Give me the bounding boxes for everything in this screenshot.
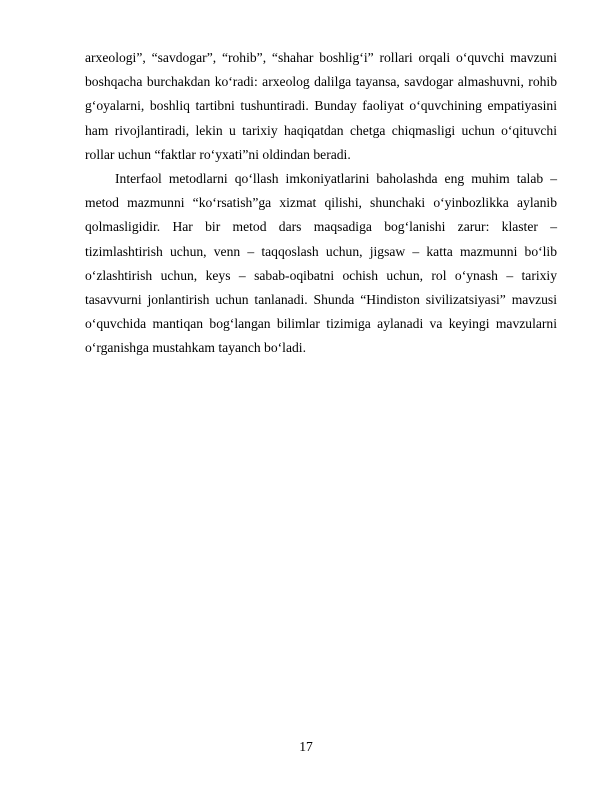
paragraph-continuation: arxeologi”, “savdogar”, “rohib”, “shahar boshlig‘i” rollari orqali o‘quvchi mavzuni boshqacha burchakdan ko‘radi: arxeolog dalilga tayansa, savdogar almashuvni, rohib g‘oyalarni, boshliq tartibni tushuntiradi. Bunday faoliyat o‘quvchining empatiyasini ham rivojlantiradi, lekin u tarixiy haqiqatdan chetga chiqmasligi uchun o‘qituvchi rollar uchun “faktlar ro‘yxati”ni oldindan beradi. — [85, 50, 557, 162]
page-number: 17 — [299, 739, 313, 754]
paragraph-interactive-methods: Interfaol metodlarni qo‘llash imkoniyatlarini baholashda eng muhim talab – metod mazmunni “ko‘rsatish”ga xizmat qilishi, shunchaki o‘yinbozlikka aylanib qolmasligidir. Har bir metod dars maqsadiga bog‘lanishi zarur: klaster – tizimlashtirish uchun, venn – taqqoslash uchun, jigsaw – katta mazmunni bo‘lib o‘zlashtirish uchun, keys – sabab-oqibatni ochish uchun, rol o‘ynash – tarixiy tasavvurni jonlantirish uchun tanlanadi. Shunda “Hindiston sivilizatsiyasi” mavzusi o‘quvchida mantiqan bog‘langan bilimlar tizimiga aylanadi va keyingi mavzularni o‘rganishga mustahkam tayanch bo‘ladi. — [85, 171, 557, 356]
body-text — [85, 46, 557, 361]
